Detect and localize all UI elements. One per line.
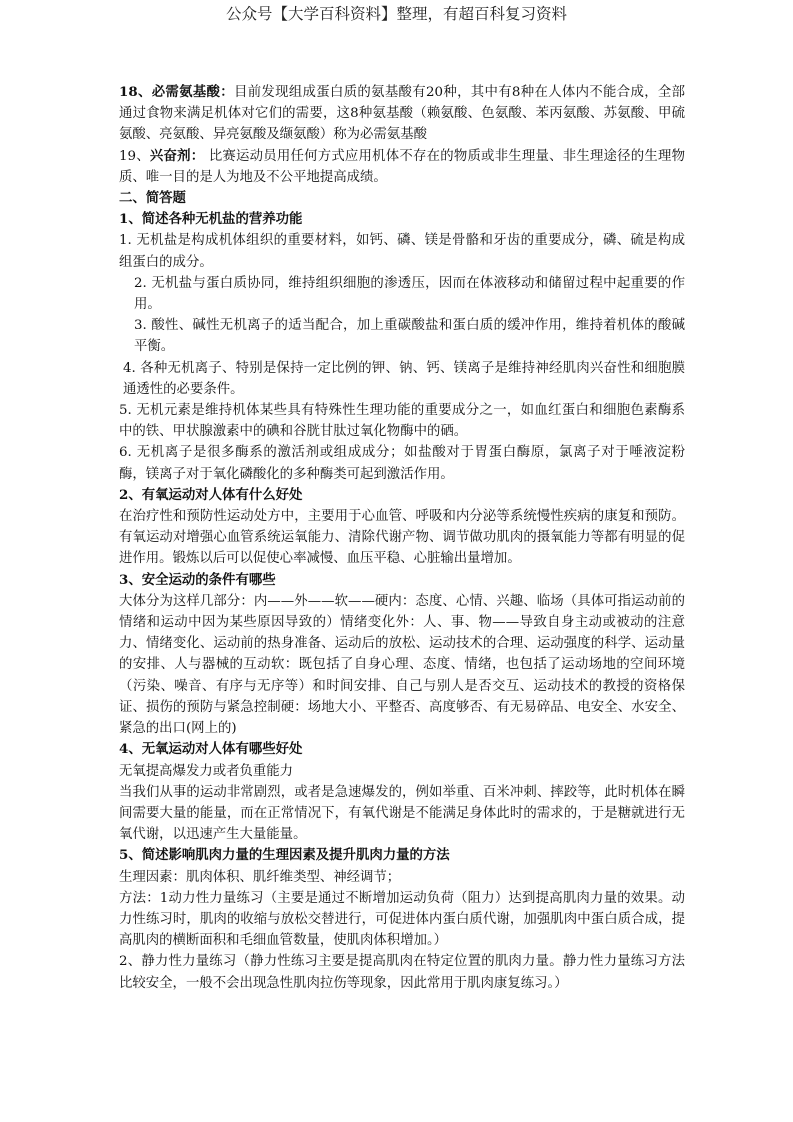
question-4-summary: 无氧提高爆发力或者负重能力 xyxy=(119,763,294,779)
question-2-answer: 在治疗性和预防性运动处方中，主要用于心血管、呼吸和内分泌等系统慢性疾病的康复和预防。有氧运动对增强心血管系统运氧能力、清除代谢产物、调节做功肌肉的摄氧能力等都有明显的促进作用。锻炼以后可以促使心率减慢、血压平稳、心脏输出量增加。 xyxy=(119,509,685,567)
question-4-title: 4、无氧运动对人体有哪些好处 xyxy=(119,741,303,758)
definition-19 xyxy=(119,146,685,188)
question-3-answer: 大体分为这样几部分：内——外——软——硬内：态度、心情、兴趣、临场（具体可指运动前的情绪和运动中因为某些原因导致的）情绪变化外：人、事、物——导致自身主动或被动的注意力、情绪变化、运动前的热身准备、运动后的放松、运动技术的合理、运动强度的科学、运动量的安排、人与器械的互动软：既包括了自身心理、态度、情绪，也包括了运动场地的空间环境（污染、噪音、有序与无序等）和时间安排、自己与别人是否交互、运动技术的教授的资格保证、损伤的预防与紧急控制硬：场地大小、平整否、高度够否、有无易碎品、电安全、水安全、紧急的出口(网上的) xyxy=(119,593,685,737)
question-1-item-2: 2. 无机盐与蛋白质协同，维持组织细胞的渗透压，因而在体液移动和储留过程中起重要的作用。 xyxy=(134,275,685,313)
section-title: 二、简答题 xyxy=(119,190,186,207)
question-3-title: 3、安全运动的条件有哪些 xyxy=(119,571,276,588)
definition-18 xyxy=(119,82,685,146)
definition-separator: ： xyxy=(220,84,234,100)
question-5-method-2: 2、静力性力量练习（静力性练习主要是提高肌肉在特定位置的肌肉力量。静力性力量练习方法比较安全，一般不会出现急性肌肉拉伤等现象，因此常用于肌肉康复练习。） xyxy=(119,954,685,991)
page-header: 公众号【大学百科资料】整理，有超百科复习资料 xyxy=(225,5,567,23)
definition-text: 比赛运动员用任何方式应用机体不存在的物质或非生理量、非生理途径的生理物质、唯一目的是人为地及不公平地提高成绩。 xyxy=(119,148,686,185)
definition-number: 19、 xyxy=(119,148,150,164)
question-1-item-3: 3. 酸性、碱性无机离子的适当配合，加上重碳酸盐和蛋白质的缓冲作用，维持着机体的酸碱平衡。 xyxy=(134,318,685,355)
definition-term: 兴奋剂 xyxy=(149,147,191,164)
definition-number: 18、 xyxy=(119,84,152,100)
question-5-method-1: 方法：1动力性力量练习（主要是通过不断增加运动负荷（阻力）达到提高肌肉力量的效果。动力性练习时，肌肉的收缩与放松交替进行，可促进体内蛋白质代谢，加强肌肉中蛋白质合成，提高肌肉的横断面积和毛细血管数量，使肌肉体积增加。） xyxy=(119,890,685,949)
question-1-item-4: 4. 各种无机离子、特别是保持一定比例的钾、钠、钙、镁离子是维持神经肌肉兴奋性和细胞膜通透性的必要条件。 xyxy=(123,360,685,397)
question-1-item-1: 1. 无机盐是构成机体组织的重要材料，如钙、磷、镁是骨骼和牙齿的重要成分，磷、硫是构成组蛋白的成分。 xyxy=(119,233,685,270)
question-1-item-6: 6. 无机离子是很多酶系的激活剂或组成成分；如盐酸对于胃蛋白酶原，氯离子对于唾液淀粉酶，镁离子对于氧化磷酸化的多种酶类可起到激活作用。 xyxy=(119,445,685,482)
definition-text: 目前发现组成蛋白质的氨基酸有20种，其中有8种在人体内不能合成，全部通过食物来满足机体对它们的需要，这8种氨基酸（赖氨酸、色氨酸、苯丙氨酸、苏氨酸、甲硫氨酸、亮氨酸、异亮氨酸及缬氨酸）称为必需氨基酸 xyxy=(119,85,686,143)
definition-separator: ： xyxy=(190,147,205,164)
definition-term: 必需氨基酸 xyxy=(151,84,221,100)
question-5-factors: 生理因素：肌肉体积、肌纤维类型、神经调节； xyxy=(119,869,401,885)
question-2-title: 2、有氧运动对人体有什么好处 xyxy=(119,486,303,503)
question-1-title: 1、简述各种无机盐的营养功能 xyxy=(119,211,303,228)
question-5-title: 5、简述影响肌肉力量的生理因素及提升肌肉力量的方法 xyxy=(119,847,450,864)
document-body xyxy=(119,82,685,994)
question-4-answer: 当我们从事的运动非常剧烈，或者是急速爆发的，例如举重、百米冲刺、摔跤等，此时机体在瞬间需要大量的能量，而在正常情况下，有氧代谢是不能满足身体此时的需求的，于是糖就进行无氧代谢，以迅速产生大量能量。 xyxy=(119,784,685,843)
question-1-item-5: 5. 无机元素是维持机体某些具有特殊性生理功能的重要成分之一，如血红蛋白和细胞色素酶系中的铁、甲状腺激素中的碘和谷胱甘肽过氧化物酶中的硒。 xyxy=(119,403,685,440)
